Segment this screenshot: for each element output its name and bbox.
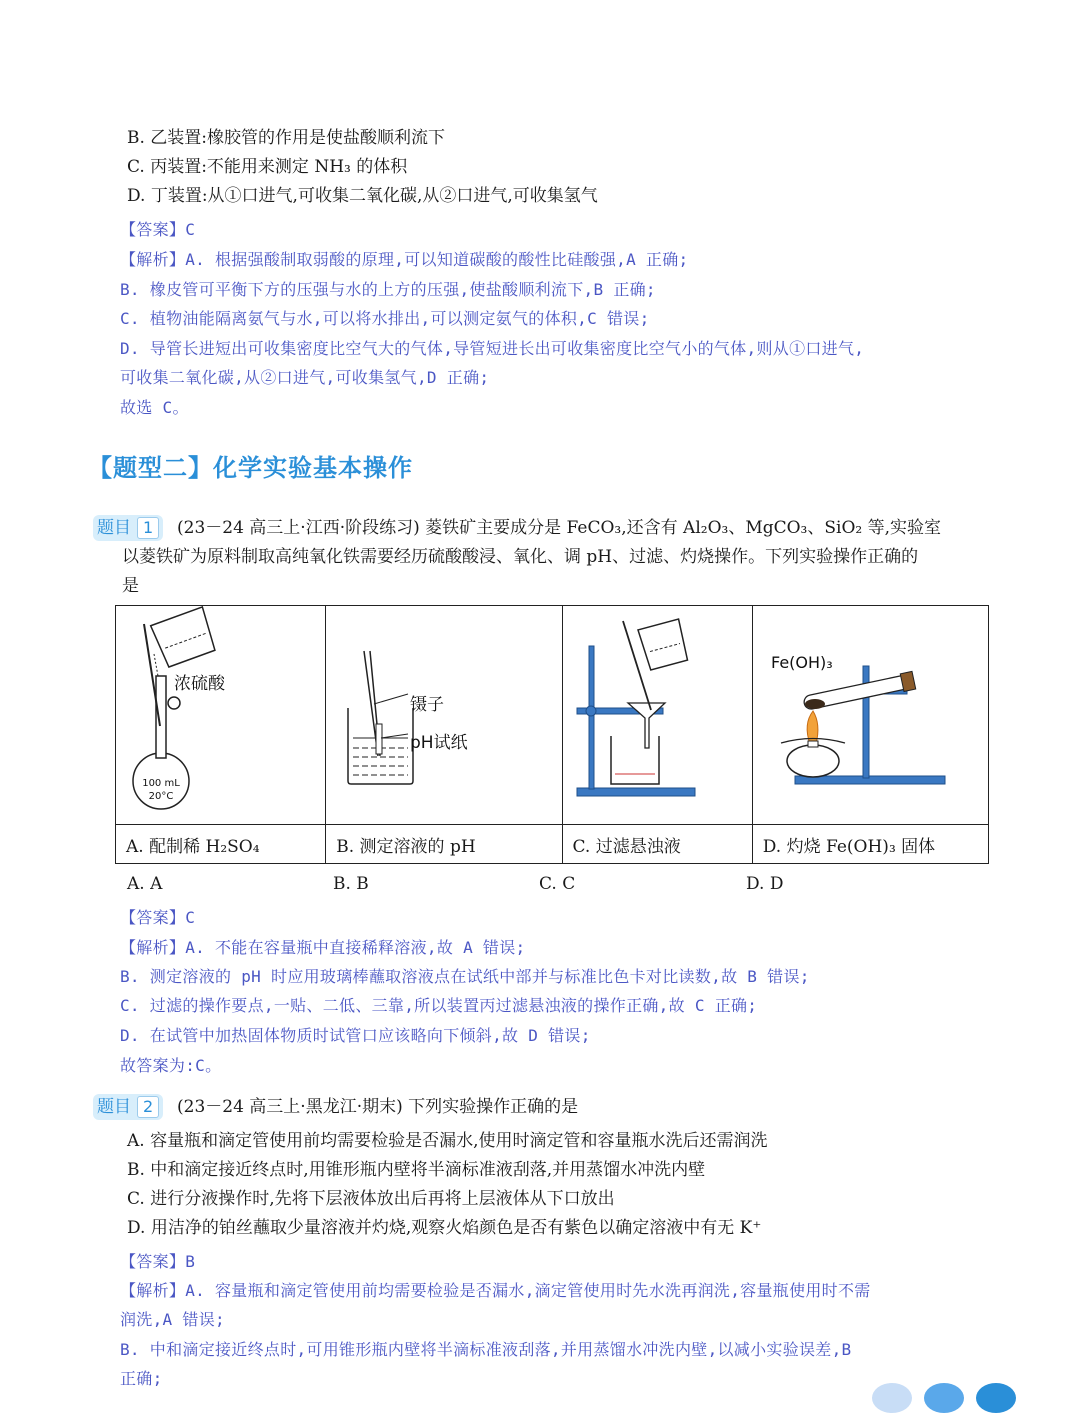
prev-analysis-line: 可收集二氧化碳,从②口进气,可收集氢气,D 正确; bbox=[120, 368, 490, 387]
q1-analysis-line: 故答案为:C。 bbox=[120, 1056, 222, 1075]
question-tag bbox=[93, 1094, 163, 1120]
q2-answer: 【答案】B bbox=[120, 1252, 196, 1271]
footer-decoration bbox=[924, 1383, 964, 1413]
experiment-figure-table bbox=[115, 605, 989, 864]
q2-option-c[interactable]: C. 进行分液操作时,先将下层液体放出后再将上层液体从下口放出 bbox=[127, 1189, 615, 1209]
q2-stem: (23－24 高三上·黑龙江·期末) 下列实验操作正确的是 bbox=[177, 1097, 579, 1117]
prev-answer: 【答案】C bbox=[120, 220, 196, 239]
q1-choice-b[interactable]: B. B bbox=[333, 874, 369, 894]
q2-option-d[interactable]: D. 用洁净的铂丝蘸取少量溶液并灼烧,观察火焰颜色是否有紫色以确定溶液中有无 K⁺ bbox=[127, 1218, 762, 1238]
q1-answer: 【答案】C bbox=[120, 908, 196, 927]
q1-analysis-line: C. 过滤的操作要点,一贴、二低、三靠,所以装置丙过滤悬浊液的操作正确,故 C 正确; bbox=[120, 996, 758, 1015]
label-ferric-hydroxide: Fe(OH)₃ bbox=[770, 653, 833, 672]
q1-analysis-line: B. 测定溶液的 pH 时应用玻璃棒蘸取溶液点在试纸中部并与标准比色卡对比读数,故 B 错误; bbox=[120, 967, 810, 986]
caption-b: B. 测定溶液的 pH bbox=[326, 825, 562, 864]
label-ph-paper: pH试纸 bbox=[410, 733, 468, 753]
caption-c: C. 过滤悬浊液 bbox=[562, 825, 752, 864]
ph-test-illustration bbox=[326, 606, 560, 820]
question-tag-label: 题目 bbox=[97, 518, 131, 538]
prev-option-d: D. 丁装置:从①口进气,可收集二氧化碳,从②口进气,可收集氢气 bbox=[127, 186, 598, 206]
q1-choice-d[interactable]: D. D bbox=[746, 874, 784, 894]
label-conc-sulfuric-acid: 浓硫酸 bbox=[174, 674, 225, 694]
q2-analysis-line: 润洗,A 错误; bbox=[120, 1310, 225, 1329]
flask-volume-label: 100 mL bbox=[142, 778, 180, 789]
q2-analysis-line: 正确; bbox=[120, 1369, 163, 1388]
q1-choice-c[interactable]: C. C bbox=[539, 874, 576, 894]
figure-c-cell bbox=[562, 606, 752, 825]
question-tag-label: 题目 bbox=[97, 1097, 131, 1117]
flask-temp-label: 20°C bbox=[148, 791, 174, 802]
question-number: 1 bbox=[137, 517, 159, 539]
q1-analysis-line: D. 在试管中加热固体物质时试管口应该略向下倾斜,故 D 错误; bbox=[120, 1026, 591, 1045]
figure-b-cell bbox=[326, 606, 562, 825]
section-title: 【题型二】化学实验基本操作 bbox=[88, 454, 413, 482]
prev-analysis-line: C. 植物油能隔离氨气与水,可以将水排出,可以测定氨气的体积,C 错误; bbox=[120, 309, 650, 328]
q1-stem-line: (23－24 高三上·江西·阶段练习) 菱铁矿主要成分是 FeCO₃,还含有 Al₂O₃、MgCO₃、SiO₂ 等,实验室 bbox=[177, 518, 942, 538]
footer-decoration bbox=[976, 1383, 1016, 1413]
caption-d: D. 灼烧 Fe(OH)₃ 固体 bbox=[752, 825, 988, 864]
q1-stem-line: 是 bbox=[122, 576, 139, 596]
q2-option-a[interactable]: A. 容量瓶和滴定管使用前均需要检验是否漏水,使用时滴定管和容量瓶水洗后还需润洗 bbox=[127, 1131, 768, 1151]
volumetric-flask-illustration bbox=[116, 606, 324, 820]
prev-analysis-line: 故选 C。 bbox=[120, 398, 189, 417]
figure-a-cell bbox=[116, 606, 326, 825]
question-tag bbox=[93, 515, 163, 541]
label-tweezers: 镊子 bbox=[410, 695, 445, 715]
caption-a: A. 配制稀 H₂SO₄ bbox=[116, 825, 326, 864]
q2-analysis-line: B. 中和滴定接近终点时,可用锥形瓶内壁将半滴标准液刮落,并用蒸馏水冲洗内壁,以减小实验误差,B bbox=[120, 1340, 852, 1359]
q1-stem-line: 以菱铁矿为原料制取高纯氧化铁需要经历硫酸酸浸、氧化、调 pH、过滤、灼烧操作。下列实验操作正确的 bbox=[122, 547, 919, 567]
prev-option-b: B. 乙装置:橡胶管的作用是使盐酸顺利流下 bbox=[127, 128, 446, 148]
q2-analysis-line: 【解析】A. 容量瓶和滴定管使用前均需要检验是否漏水,滴定管使用时先水洗再润洗,容量瓶使用时不需 bbox=[120, 1281, 871, 1300]
heating-illustration bbox=[753, 606, 987, 820]
q1-choice-a[interactable]: A. A bbox=[127, 874, 163, 894]
footer-decoration bbox=[872, 1383, 912, 1413]
q2-option-b[interactable]: B. 中和滴定接近终点时,用锥形瓶内壁将半滴标准液刮落,并用蒸馏水冲洗内壁 bbox=[127, 1160, 706, 1180]
figure-d-cell bbox=[752, 606, 988, 825]
prev-option-c: C. 丙装置:不能用来测定 NH₃ 的体积 bbox=[127, 157, 408, 177]
prev-analysis-line: 【解析】A. 根据强酸制取弱酸的原理,可以知道碳酸的酸性比硅酸强,A 正确; bbox=[120, 250, 689, 269]
filtration-illustration bbox=[563, 606, 751, 820]
prev-analysis-line: B. 橡皮管可平衡下方的压强与水的上方的压强,使盐酸顺利流下,B 正确; bbox=[120, 280, 656, 299]
prev-analysis-line: D. 导管长进短出可收集密度比空气大的气体,导管短进长出可收集密度比空气小的气体,则从①口进气, bbox=[120, 339, 865, 358]
q1-analysis-line: 【解析】A. 不能在容量瓶中直接稀释溶液,故 A 错误; bbox=[120, 938, 526, 957]
question-number: 2 bbox=[137, 1096, 159, 1118]
